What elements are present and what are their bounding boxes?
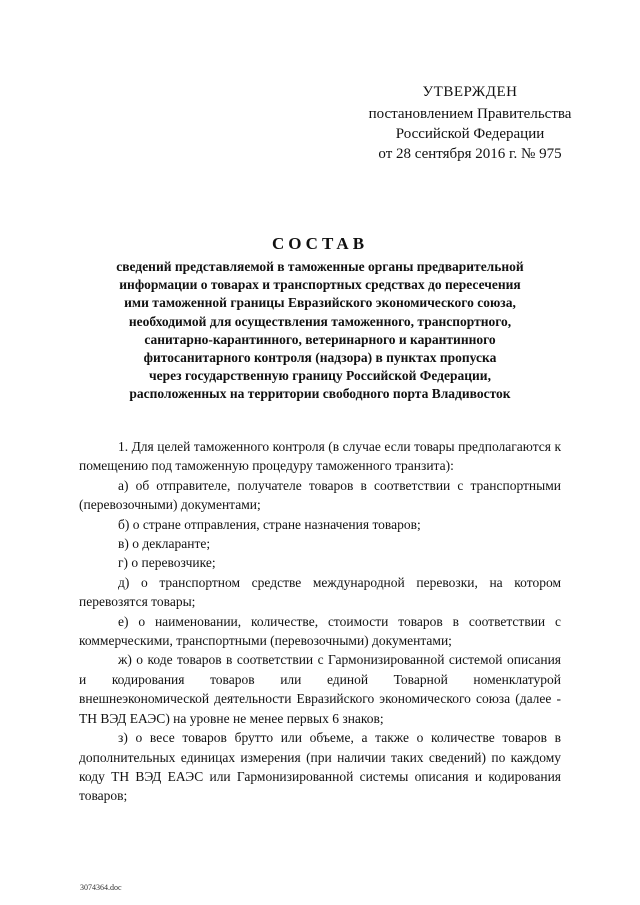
paragraph-a: а) об отправителе, получателе товаров в соответствии с транспортными (перевозочными) документами;: [79, 477, 561, 513]
paragraph-b: б) о стране отправления, стране назначения товаров;: [118, 516, 421, 532]
approval-line-3: от 28 сентября 2016 г. № 975: [378, 146, 562, 162]
subtitle-line: ими таможенной границы Евразийского экономического союза,: [124, 295, 516, 311]
paragraph-g: г) о перевозчике;: [118, 555, 216, 571]
subtitle-line: через государственную границу Российской Федерации,: [149, 368, 491, 384]
document-body: [79, 437, 561, 806]
approval-stamp: [340, 82, 600, 164]
file-name-footer: 3074364.doc: [80, 883, 122, 892]
document-subtitle: [60, 258, 580, 404]
approved-heading: УТВЕРЖДЕН: [422, 84, 518, 100]
paragraph-e: е) о наименовании, количестве, стоимости товаров в соответствии с коммерческими, транспортными (перевозочными) документами;: [79, 613, 561, 649]
subtitle-line: необходимой для осуществления таможенного, транспортного,: [128, 313, 512, 329]
paragraph-z: з) о весе товаров брутто или объеме, а также о количестве товаров в дополнительных единицах измерения (при наличии таких сведений) по каждому коду ТН ВЭД ЕАЭС или Гармонизированной системы описания и кодирования товаров;: [79, 730, 561, 804]
subtitle-line: сведений представляемой в таможенные органы предварительной: [116, 259, 524, 274]
approval-line-2: Российской Федерации: [395, 126, 545, 142]
paragraph-v: в) о декларанте;: [118, 536, 211, 552]
subtitle-line: расположенных на территории свободного порта Владивосток: [129, 386, 511, 402]
subtitle-line: фитосанитарного контроля (надзора) в пунктах пропуска: [143, 350, 497, 366]
subtitle-line: информации о товарах и транспортных средствах до пересечения: [119, 277, 521, 293]
paragraph-zh: ж) о коде товаров в соответствии с Гармонизированной системой описания и кодирования товаров или единой Товарной номенклатурой внешнеэкономической деятельности Евразийского экономического союза (далее - ТН ВЭД ЕАЭС) на уровне не менее первых 6 знаков;: [79, 652, 561, 726]
subtitle-line: санитарно-карантинного, ветеринарного и карантинного: [144, 331, 496, 347]
paragraph-1: 1. Для целей таможенного контроля (в случае если товары предполагаются к помещению под таможенную процедуру таможенного транзита):: [79, 439, 561, 474]
approval-line-1: постановлением Правительства: [368, 106, 572, 122]
paragraph-d: д) о транспортном средстве международной перевозки, на котором перевозятся товары;: [79, 574, 561, 610]
document-title: СОСТАВ: [271, 234, 369, 253]
